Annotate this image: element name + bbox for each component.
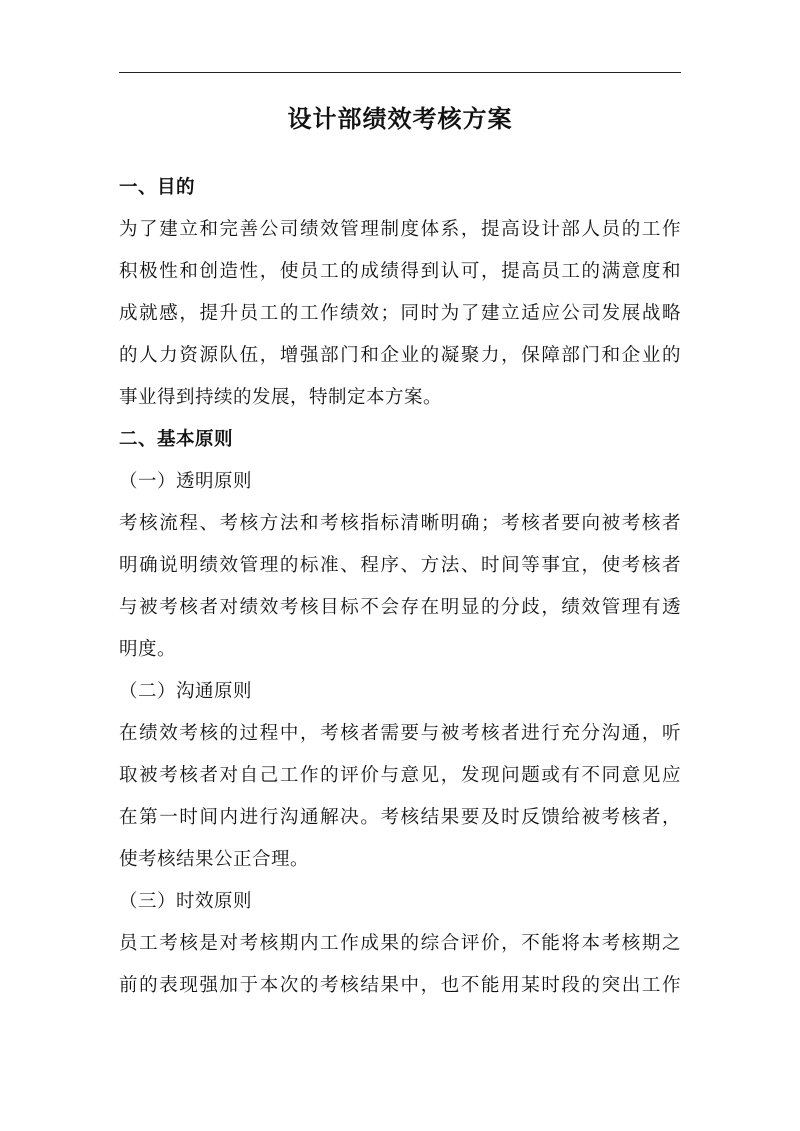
paragraph-line: 与被考核者对绩效考核目标不会存在明显的分歧，绩效管理有透 [119,597,681,618]
section-heading: 一、目的 [119,177,196,198]
paragraph-line: 在绩效考核的过程中，考核者需要与被考核者进行充分沟通，听 [119,723,681,744]
subsection-heading: （二）沟通原则 [119,681,253,702]
document-body [119,167,681,1007]
subsection-heading: （一）透明原则 [119,471,253,492]
paragraph-line: 明度。 [119,639,177,660]
paragraph-line: 事业得到持续的发展，特制定本方案。 [119,387,443,408]
paragraph-line: 为了建立和完善公司绩效管理制度体系，提高设计部人员的工作 [119,219,681,240]
paragraph-line: 考核流程、考核方法和考核指标清晰明确；考核者要向被考核者 [119,513,681,534]
subsection-heading: （三）时效原则 [119,891,253,912]
top-rule [119,72,681,73]
paragraph-line: 积极性和创造性，使员工的成绩得到认可，提高员工的满意度和 [119,261,681,282]
paragraph-line: 使考核结果公正合理。 [119,849,310,870]
paragraph-line: 明确说明绩效管理的标准、程序、方法、时间等事宜，使考核者 [119,555,681,576]
paragraph-line: 员工考核是对考核期内工作成果的综合评价，不能将本考核期之 [119,933,681,954]
paragraph-line: 取被考核者对自己工作的评价与意见，发现问题或有不同意见应 [119,765,681,786]
paragraph-line: 成就感，提升员工的工作绩效；同时为了建立适应公司发展战略 [119,303,681,324]
section-heading: 二、基本原则 [119,429,234,450]
paragraph-line: 在第一时间内进行沟通解决。考核结果要及时反馈给被考核者， [119,807,681,828]
paragraph-line: 的人力资源队伍，增强部门和企业的凝聚力，保障部门和企业的 [119,345,681,366]
paragraph-line: 前的表现强加于本次的考核结果中，也不能用某时段的突出工作 [119,975,681,996]
document-title: 设计部绩效考核方案 [287,105,513,133]
